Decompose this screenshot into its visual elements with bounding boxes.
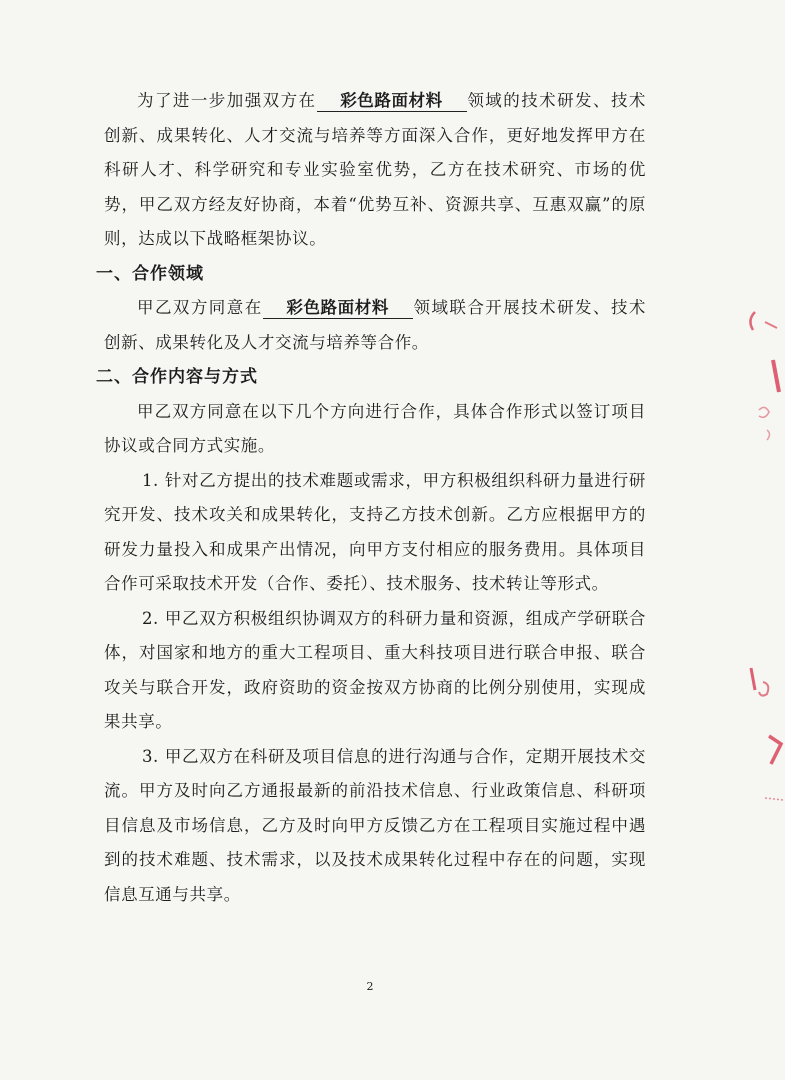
section2-intro: 甲乙双方同意在以下几个方向进行合作，具体合作形式以签订项目协议或合同方式实施。 <box>104 401 646 455</box>
section2-heading: 二、合作内容与方式 <box>96 367 258 387</box>
section2-item-3: 3. 甲乙双方在科研及项目信息的进行沟通与合作，定期开展技术交流。甲方及时向乙方通报最新的前沿技术信息、行业政策信息、科研项目信息及市场信息，乙方及时向甲方反馈乙方在工程项目实施过程中遇到的技术难题、技术需求，以及技术成果转化过程中存在的问题，实现信息互通与共享。 <box>104 746 646 904</box>
seal-fragment-lower <box>725 640 785 820</box>
section1-rest: 领域联合开展技术研发、技术创新、成果转化及人才交流与培养等合作。 <box>104 298 646 352</box>
intro-field-blank: 彩色路面材料 <box>317 91 467 112</box>
agreement-body <box>96 84 646 912</box>
intro-paragraph <box>104 84 646 257</box>
intro-rest: 领域的技术研发、技术创新、成果转化、人才交流与培养等方面深入合作，更好地发挥甲方在科研人才、科学研究和专业实验室优势，乙方在技术研究、市场的优势，甲乙双方经友好协商，本着“优势互补、资源共享、互惠双赢”的原则，达成以下战略框架协议。 <box>104 91 646 248</box>
section1-field-blank: 彩色路面材料 <box>263 298 413 319</box>
section1-prefix: 甲乙双方同意在 <box>137 298 263 317</box>
intro-prefix: 为了进一步加强双方在 <box>137 91 317 110</box>
section1-heading: 一、合作领域 <box>96 263 204 284</box>
seal-mark-lower <box>725 640 785 820</box>
section2-item-1: 1. 针对乙方提出的技术难题或需求，甲方积极组织科研力量进行研究开发、技术攻关和成果转化，支持乙方技术创新。乙方应根据甲方的研发力量投入和成果产出情况，向甲方支付相应的服务费用。具体项目合作可采取技术开发（合作、委托）、技术服务、技术转让等形式。 <box>104 470 646 593</box>
section1-paragraph <box>104 291 646 360</box>
section2-item-2: 2. 甲乙双方积极组织协调双方的科研力量和资源，组成产学研联合体，对国家和地方的重大工程项目、重大科技项目进行联合申报、联合攻关与联合开发，政府资助的资金按双方协商的比例分别使用，实现成果共享。 <box>104 608 646 731</box>
seal-mark-upper <box>725 300 785 470</box>
page-number: 2 <box>366 980 374 993</box>
seal-fragment-upper <box>725 300 785 470</box>
